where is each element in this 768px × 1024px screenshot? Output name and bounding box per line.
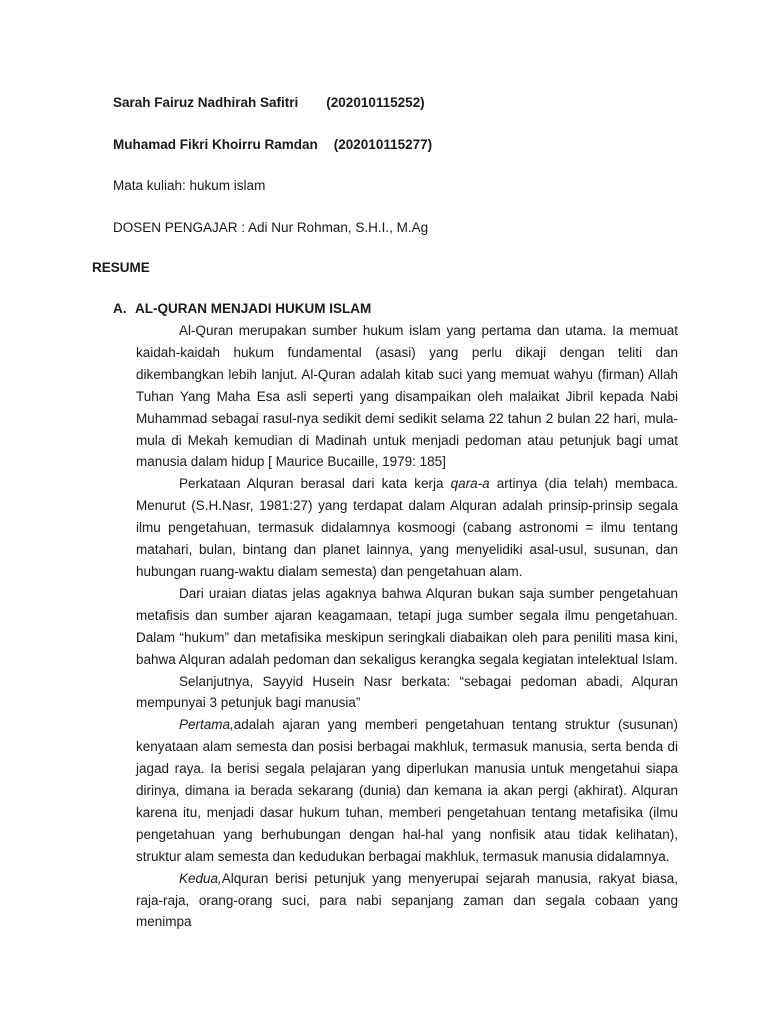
author-2-name: Muhamad Fikri Khoirru Ramdan [113, 137, 318, 152]
section-letter: A. [113, 301, 127, 316]
course-line: Mata kuliah: hukum islam [113, 178, 266, 193]
section-heading [113, 301, 371, 316]
author-2-id: (202010115277) [333, 137, 433, 152]
section-body [136, 320, 678, 933]
author-1-line [113, 94, 425, 112]
paragraph-6: Kedua,Alquran berisi petunjuk yang menyerupai sejarah manusia, rakyat biasa, raja-raja, orang-orang suci, para nabi sepanjang zaman dan segala cobaan yang menimpa [136, 870, 678, 930]
italic-term: Pertama, [179, 717, 234, 733]
lecturer-line [113, 219, 428, 237]
lecturer-label: DOSEN PENGAJAR : [113, 220, 246, 235]
lecturer-name: Adi Nur Rohman, S.H.I., M.Ag [248, 220, 429, 235]
author-1-name: Sarah Fairuz Nadhirah Safitri [113, 95, 299, 110]
italic-term: Kedua, [179, 870, 222, 886]
section-title: AL-QURAN MENJADI HUKUM ISLAM [135, 301, 372, 316]
author-2-line [113, 136, 432, 154]
paragraph-5: Pertama,adalah ajaran yang memberi pengetahuan tentang struktur (susunan) kenyataan alam semesta dan posisi berbagai makhluk, termasuk manusia, serta benda di jagad raya. Ia berisi segala pelajaran yang diperlukan manusia untuk mengetahui siapa dirinya, dimana ia berada sekarang (dunia) dan kemana ia akan pergi (akhirat). Alquran karena itu, menjadi dasar hukum tuhan, memberi pengetahuan tentang metafisika (ilmu pengetahuan yang berhubungan dengan hal-hal yang nonfisik atau tidak kelihatan), struktur alam semesta dan kedudukan berbagai makhluk, termasuk manusia didalamnya. [136, 717, 678, 864]
paragraph-1: Al-Quran merupakan sumber hukum islam yang pertama dan utama. Ia memuat kaidah-kaidah hukum fundamental (asasi) yang perlu dikaji dengan teliti dan dikembangkan lebih lanjut. Al-Quran adalah kitab suci yang memuat wahyu (firman) Allah Tuhan Yang Maha Esa asli seperti yang disampaikan oleh malaikat Jibril kepada Nabi Muhammad sebagai rasul-nya sedikit demi sedikit selama 22 tahun 2 bulan 22 hari, mula-mula di Mekah kemudian di Madinah untuk menjadi pedoman atau petunjuk bagi umat manusia dalam hidup [ Maurice Bucaille, 1979: 185] [136, 323, 678, 470]
resume-title: RESUME [92, 260, 150, 275]
paragraph-4: Selanjutnya, Sayyid Husein Nasr berkata: “sebagai pedoman abadi, Alquran mempunyai 3 petunjuk bagi manusia” [136, 673, 678, 711]
italic-term: qara-a [450, 476, 490, 492]
paragraph-2: Perkataan Alquran berasal dari kata kerja qara-a artinya (dia telah) membaca. Menurut (S.H.Nasr, 1981:27) yang terdapat dalam Alquran adalah prinsip-prinsip segala ilmu pengetahuan, termasuk didalamnya kosmoogi (cabang astronomi = ilmu tentang matahari, bulan, bintang dan planet lainnya, yang menyelidiki asal-usul, susunan, dan hubungan ruang-waktu dialam semesta) dan pengetahuan alam. [136, 476, 678, 579]
paragraph-3: Dari uraian diatas jelas agaknya bahwa Alquran bukan saja sumber pengetahuan metafisis dan sumber ajaran keagamaan, tetapi juga sumber segala ilmu pengetahuan. Dalam “hukum” dan metafisika meskipun seringkali diabaikan oleh para peniliti masa kini, bahwa Alquran adalah pedoman dan sekaligus kerangka segala kegiatan intelektual Islam. [136, 585, 678, 667]
author-1-id: (202010115252) [326, 95, 425, 110]
